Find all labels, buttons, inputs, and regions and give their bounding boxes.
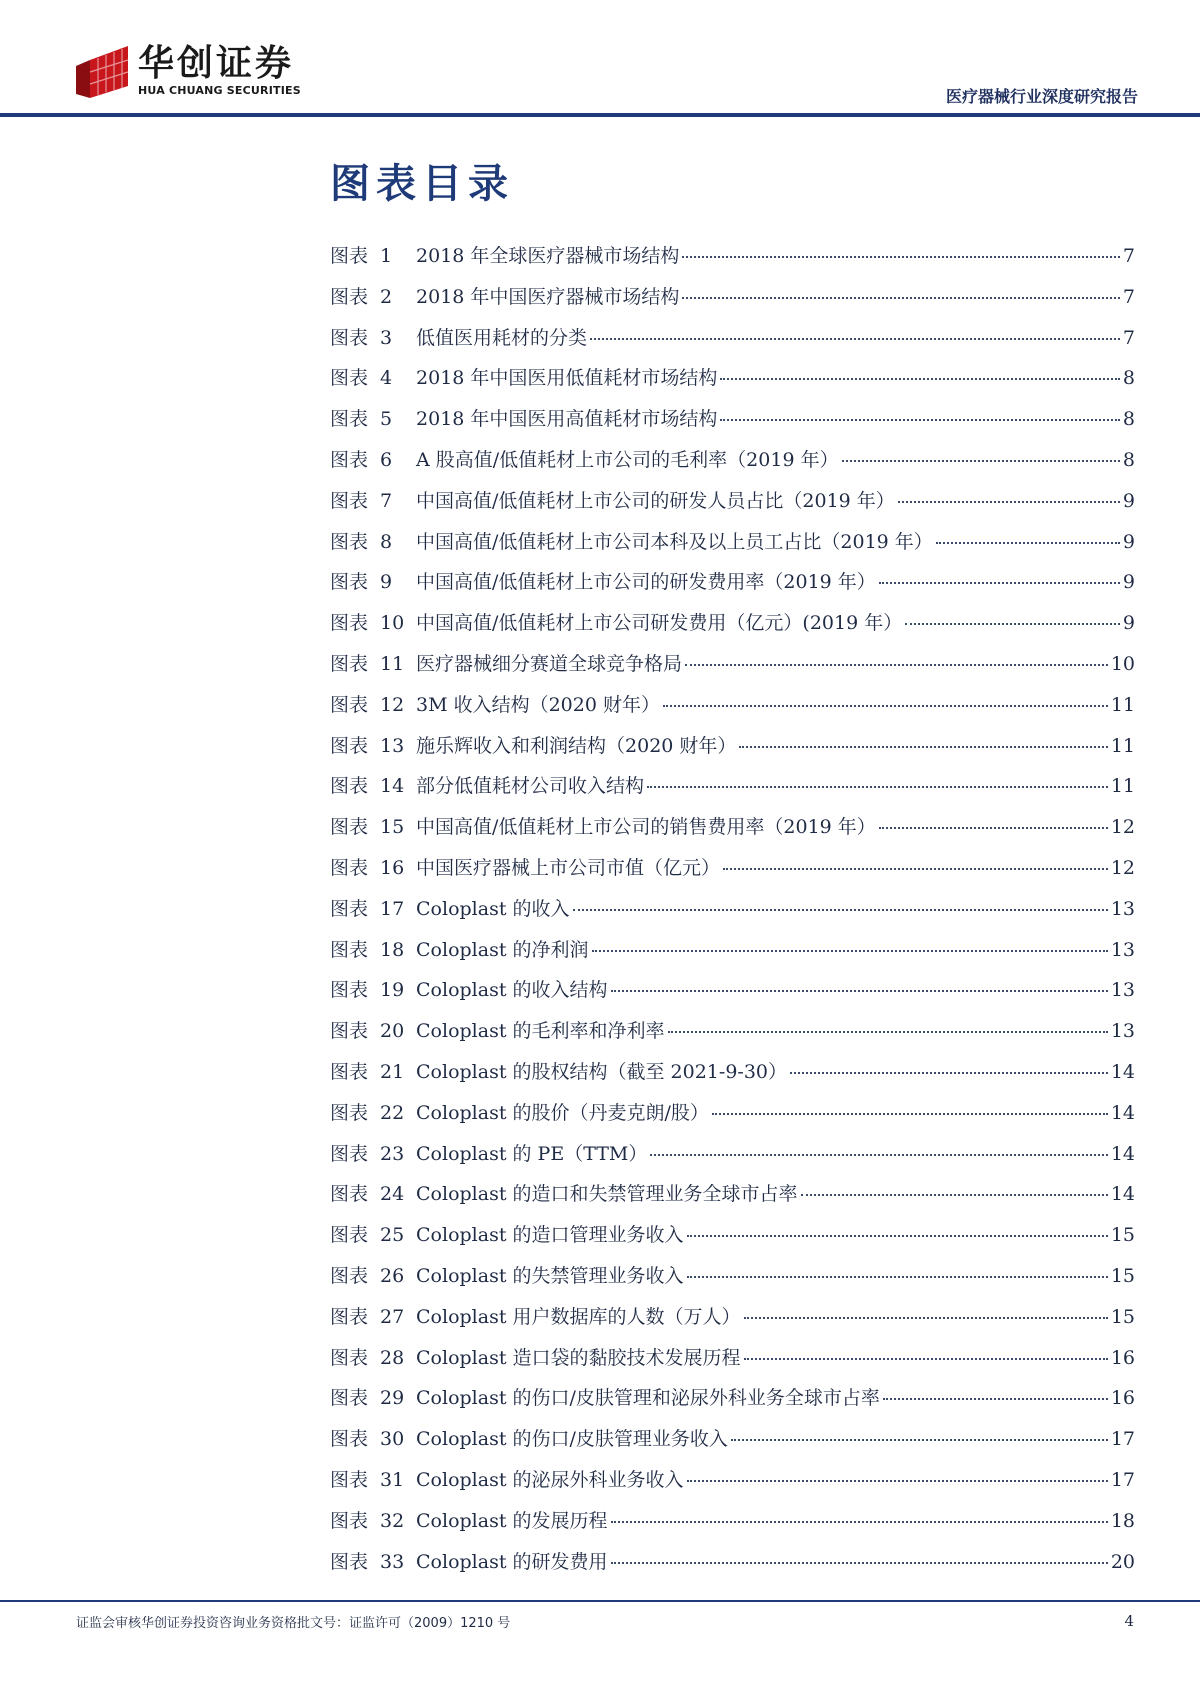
toc-entry-number: 27 (380, 1305, 405, 1328)
toc-entry-caption: Coloplast 的发展历程 (416, 1509, 608, 1532)
toc-entry[interactable] (330, 812, 1135, 853)
toc-entry-number: 9 (380, 571, 393, 594)
toc-entry-page: 14 (1110, 1183, 1135, 1206)
toc-entry[interactable] (330, 241, 1135, 282)
toc-entry-caption: A 股高值/低值耗材上市公司的毛利率（2019 年） (416, 448, 839, 471)
page-title: 图表目录 (330, 161, 514, 207)
toc-entry-caption: 2018 年中国医用低值耗材市场结构 (416, 367, 718, 390)
toc-entry-number: 11 (380, 652, 405, 675)
toc-entry-label: 图表 (330, 1020, 369, 1043)
toc-entry-caption: 中国高值/低值耗材上市公司的研发人员占比（2019 年） (416, 489, 895, 512)
toc-entry[interactable] (330, 935, 1135, 976)
toc-leader-dots (790, 1071, 1108, 1074)
toc-entry-label: 图表 (330, 530, 369, 553)
toc-entry-page: 13 (1110, 938, 1135, 961)
toc-entry[interactable] (330, 771, 1135, 812)
toc-entry[interactable] (330, 975, 1135, 1016)
toc-entry-number: 32 (380, 1509, 405, 1532)
logo-mark-icon (76, 42, 134, 98)
toc-entry-number: 22 (380, 1101, 405, 1124)
toc-entry-number: 5 (380, 408, 393, 431)
toc-entry-caption: Coloplast 的泌尿外科业务收入 (416, 1468, 684, 1491)
page-number: 4 (1124, 1612, 1134, 1630)
toc-entry-page: 8 (1122, 367, 1135, 390)
toc-entry-number: 13 (380, 734, 405, 757)
toc-entry-caption: Coloplast 的研发费用 (416, 1550, 608, 1573)
toc-entry-page: 7 (1122, 245, 1135, 267)
toc-entry-number: 25 (380, 1224, 405, 1247)
toc-entry[interactable] (330, 1506, 1135, 1547)
toc-entry[interactable] (330, 567, 1135, 608)
toc-entry[interactable] (330, 1220, 1135, 1261)
toc-entry-page: 17 (1110, 1428, 1135, 1451)
toc-entry[interactable] (330, 1424, 1135, 1465)
toc-entry-caption: 中国高值/低值耗材上市公司的研发费用率（2019 年） (416, 571, 876, 594)
toc-leader-dots (611, 1561, 1108, 1564)
toc-leader-dots (687, 1234, 1108, 1237)
toc-leader-dots (650, 1153, 1107, 1156)
toc-entry-number: 28 (380, 1346, 405, 1369)
toc-entry-label: 图表 (330, 693, 369, 716)
toc-leader-dots (685, 663, 1108, 666)
toc-entry[interactable] (330, 894, 1135, 935)
toc-entry[interactable] (330, 1098, 1135, 1139)
toc-entry[interactable] (330, 1383, 1135, 1424)
toc-entry[interactable] (330, 363, 1135, 404)
toc-leader-dots (720, 418, 1119, 421)
toc-entry-number: 3 (380, 326, 393, 349)
toc-entry-label: 图表 (330, 734, 369, 757)
toc-entry-label: 图表 (330, 245, 369, 267)
toc-entry-label: 图表 (330, 1264, 369, 1287)
toc-entry-caption: Coloplast 的收入 (416, 897, 570, 920)
toc-leader-dots (720, 377, 1119, 380)
figure-index-list (330, 241, 1135, 1587)
toc-entry-page: 13 (1110, 1020, 1135, 1043)
toc-entry-label: 图表 (330, 979, 369, 1002)
toc-entry-page: 9 (1122, 571, 1135, 594)
toc-entry-caption: 中国高值/低值耗材上市公司本科及以上员工占比（2019 年） (416, 530, 933, 553)
toc-entry-caption: 医疗器械细分赛道全球竞争格局 (416, 652, 683, 675)
toc-entry-label: 图表 (330, 1060, 369, 1083)
toc-entry-caption: Coloplast 的造口和失禁管理业务全球市占率 (416, 1183, 798, 1206)
toc-leader-dots (898, 500, 1120, 503)
toc-entry-number: 14 (380, 775, 405, 798)
toc-entry[interactable] (330, 690, 1135, 731)
toc-entry[interactable] (330, 731, 1135, 772)
toc-entry-caption: 施乐辉收入和利润结构（2020 财年） (416, 734, 737, 757)
toc-leader-dots (592, 949, 1108, 952)
toc-entry-page: 15 (1110, 1305, 1135, 1328)
logo-english-name: HUA CHUANG SECURITIES (138, 84, 301, 97)
toc-entry-number: 2 (380, 285, 393, 308)
toc-entry-number: 29 (380, 1387, 405, 1410)
toc-leader-dots (682, 296, 1119, 299)
toc-entry-caption: 中国医疗器械上市公司市值（亿元） (416, 856, 721, 879)
toc-entry-caption: 部分低值耗材公司收入结构 (416, 775, 645, 798)
toc-entry-number: 8 (380, 530, 393, 553)
toc-entry-label: 图表 (330, 1550, 369, 1573)
toc-entry[interactable] (330, 323, 1135, 364)
toc-entry-label: 图表 (330, 856, 369, 879)
toc-entry-label: 图表 (330, 612, 369, 635)
toc-entry-label: 图表 (330, 1305, 369, 1328)
toc-entry-page: 17 (1110, 1468, 1135, 1491)
toc-entry-page: 11 (1110, 775, 1135, 798)
toc-entry[interactable] (330, 1261, 1135, 1302)
toc-entry-caption: Coloplast 的收入结构 (416, 979, 608, 1002)
toc-leader-dots (663, 704, 1108, 707)
toc-entry-page: 8 (1122, 448, 1135, 471)
toc-leader-dots (682, 255, 1119, 258)
toc-entry-caption: Coloplast 的造口管理业务收入 (416, 1224, 684, 1247)
toc-entry-label: 图表 (330, 1224, 369, 1247)
toc-entry-page: 13 (1110, 979, 1135, 1002)
toc-entry-page: 11 (1110, 734, 1135, 757)
toc-entry-label: 图表 (330, 1101, 369, 1124)
footer-divider (0, 1600, 1200, 1602)
toc-entry-number: 16 (380, 856, 405, 879)
toc-entry-page: 14 (1110, 1060, 1135, 1083)
toc-entry-label: 图表 (330, 285, 369, 308)
company-logo (76, 42, 316, 102)
toc-entry-number: 21 (380, 1060, 405, 1083)
toc-entry-caption: Coloplast 用户数据库的人数（万人） (416, 1305, 741, 1328)
toc-entry-label: 图表 (330, 571, 369, 594)
toc-leader-dots (883, 1397, 1108, 1400)
toc-entry-number: 24 (380, 1183, 405, 1206)
toc-entry-label: 图表 (330, 408, 369, 431)
toc-entry-label: 图表 (330, 1468, 369, 1491)
toc-entry-page: 13 (1110, 897, 1135, 920)
toc-entry-number: 7 (380, 489, 393, 512)
toc-entry-label: 图表 (330, 938, 369, 961)
toc-leader-dots (879, 581, 1120, 584)
toc-entry-number: 18 (380, 938, 405, 961)
toc-entry-label: 图表 (330, 1387, 369, 1410)
toc-entry-label: 图表 (330, 326, 369, 349)
toc-entry-label: 图表 (330, 1428, 369, 1451)
header-divider (0, 113, 1200, 117)
toc-entry-caption: 低值医用耗材的分类 (416, 326, 588, 349)
toc-entry-number: 10 (380, 612, 405, 635)
toc-entry-page: 16 (1110, 1387, 1135, 1410)
toc-entry[interactable] (330, 1057, 1135, 1098)
toc-leader-dots (712, 1112, 1108, 1115)
toc-entry-caption: Coloplast 的 PE（TTM） (416, 1142, 648, 1165)
toc-leader-dots (744, 1357, 1108, 1360)
page-header (0, 0, 1200, 120)
toc-leader-dots (647, 785, 1108, 788)
toc-entry[interactable] (330, 527, 1135, 568)
toc-entry-caption: 中国高值/低值耗材上市公司的销售费用率（2019 年） (416, 816, 876, 839)
toc-entry-number: 4 (380, 367, 393, 390)
toc-entry-label: 图表 (330, 775, 369, 798)
toc-leader-dots (905, 622, 1120, 625)
toc-entry-page: 20 (1110, 1550, 1135, 1573)
toc-entry-caption: 3M 收入结构（2020 财年） (416, 693, 660, 716)
toc-entry[interactable] (330, 486, 1135, 527)
toc-entry-label: 图表 (330, 1509, 369, 1532)
toc-entry-number: 1 (380, 245, 393, 267)
toc-entry-page: 10 (1110, 652, 1135, 675)
toc-leader-dots (879, 826, 1108, 829)
toc-entry-number: 19 (380, 979, 405, 1002)
toc-entry-number: 12 (380, 693, 405, 716)
toc-entry-caption: Coloplast 的股价（丹麦克朗/股） (416, 1101, 709, 1124)
toc-entry-caption: Coloplast 的毛利率和净利率 (416, 1020, 665, 1043)
toc-entry[interactable] (330, 1465, 1135, 1506)
toc-entry-caption: 2018 年中国医用高值耗材市场结构 (416, 408, 718, 431)
toc-entry-label: 图表 (330, 489, 369, 512)
toc-entry-page: 8 (1122, 408, 1135, 431)
toc-entry-page: 12 (1110, 816, 1135, 839)
toc-entry[interactable] (330, 445, 1135, 486)
toc-entry-label: 图表 (330, 816, 369, 839)
toc-entry-page: 9 (1122, 612, 1135, 635)
toc-leader-dots (723, 867, 1108, 870)
toc-entry-page: 12 (1110, 856, 1135, 879)
toc-entry[interactable] (330, 649, 1135, 690)
toc-entry-page: 9 (1122, 489, 1135, 512)
toc-leader-dots (744, 1316, 1108, 1319)
toc-entry[interactable] (330, 853, 1135, 894)
toc-entry[interactable] (330, 1302, 1135, 1343)
toc-entry-caption: 2018 年全球医疗器械市场结构 (416, 245, 680, 267)
toc-leader-dots (611, 1520, 1108, 1523)
toc-entry-label: 图表 (330, 1346, 369, 1369)
toc-entry[interactable] (330, 282, 1135, 323)
toc-leader-dots (687, 1479, 1108, 1482)
toc-entry-page: 14 (1110, 1142, 1135, 1165)
toc-entry-page: 18 (1110, 1509, 1135, 1532)
toc-entry-page: 15 (1110, 1264, 1135, 1287)
toc-entry-number: 15 (380, 816, 405, 839)
toc-leader-dots (687, 1275, 1108, 1278)
toc-leader-dots (842, 459, 1120, 462)
toc-entry-caption: Coloplast 造口袋的黏胶技术发展历程 (416, 1346, 741, 1369)
toc-leader-dots (573, 908, 1108, 911)
toc-entry[interactable] (330, 1139, 1135, 1180)
toc-entry-number: 20 (380, 1020, 405, 1043)
toc-entry-page: 7 (1122, 326, 1135, 349)
toc-entry-label: 图表 (330, 367, 369, 390)
toc-entry-label: 图表 (330, 448, 369, 471)
toc-entry-caption: 中国高值/低值耗材上市公司研发费用（亿元）(2019 年） (416, 612, 903, 635)
toc-entry[interactable] (330, 1547, 1135, 1588)
toc-entry-number: 31 (380, 1468, 405, 1491)
toc-entry-page: 14 (1110, 1101, 1135, 1124)
toc-leader-dots (801, 1193, 1108, 1196)
toc-leader-dots (739, 745, 1107, 748)
toc-entry-page: 7 (1122, 285, 1135, 308)
toc-entry-label: 图表 (330, 897, 369, 920)
toc-entry-page: 11 (1110, 693, 1135, 716)
toc-entry-number: 6 (380, 448, 393, 471)
toc-entry-number: 30 (380, 1428, 405, 1451)
toc-entry-number: 17 (380, 897, 405, 920)
toc-entry-number: 23 (380, 1142, 405, 1165)
toc-entry-caption: Coloplast 的伤口/皮肤管理业务收入 (416, 1428, 728, 1451)
toc-entry-page: 9 (1122, 530, 1135, 553)
toc-entry-page: 16 (1110, 1346, 1135, 1369)
toc-entry[interactable] (330, 1343, 1135, 1384)
toc-entry-number: 26 (380, 1264, 405, 1287)
toc-leader-dots (731, 1438, 1108, 1441)
toc-entry-number: 33 (380, 1550, 405, 1573)
toc-leader-dots (668, 1030, 1108, 1033)
toc-leader-dots (936, 541, 1120, 544)
toc-entry[interactable] (330, 608, 1135, 649)
toc-entry-label: 图表 (330, 1183, 369, 1206)
toc-entry-label: 图表 (330, 652, 369, 675)
report-type-label: 医疗器械行业深度研究报告 (945, 87, 1138, 106)
footer-license-text: 证监会审核华创证券投资咨询业务资格批文号：证监许可（2009）1210 号 (76, 1616, 511, 1631)
toc-leader-dots (590, 337, 1120, 340)
logo-chinese-name: 华创证券 (138, 43, 295, 84)
toc-entry-caption: Coloplast 的失禁管理业务收入 (416, 1264, 684, 1287)
toc-leader-dots (611, 989, 1108, 992)
toc-entry[interactable] (330, 1179, 1135, 1220)
toc-entry[interactable] (330, 404, 1135, 445)
toc-entry[interactable] (330, 1016, 1135, 1057)
toc-entry-caption: Coloplast 的净利润 (416, 938, 589, 961)
toc-entry-label: 图表 (330, 1142, 369, 1165)
toc-entry-caption: Coloplast 的伤口/皮肤管理和泌尿外科业务全球市占率 (416, 1387, 880, 1410)
toc-entry-caption: Coloplast 的股权结构（截至 2021-9-30） (416, 1060, 787, 1083)
toc-entry-caption: 2018 年中国医疗器械市场结构 (416, 285, 680, 308)
toc-entry-page: 15 (1110, 1224, 1135, 1247)
